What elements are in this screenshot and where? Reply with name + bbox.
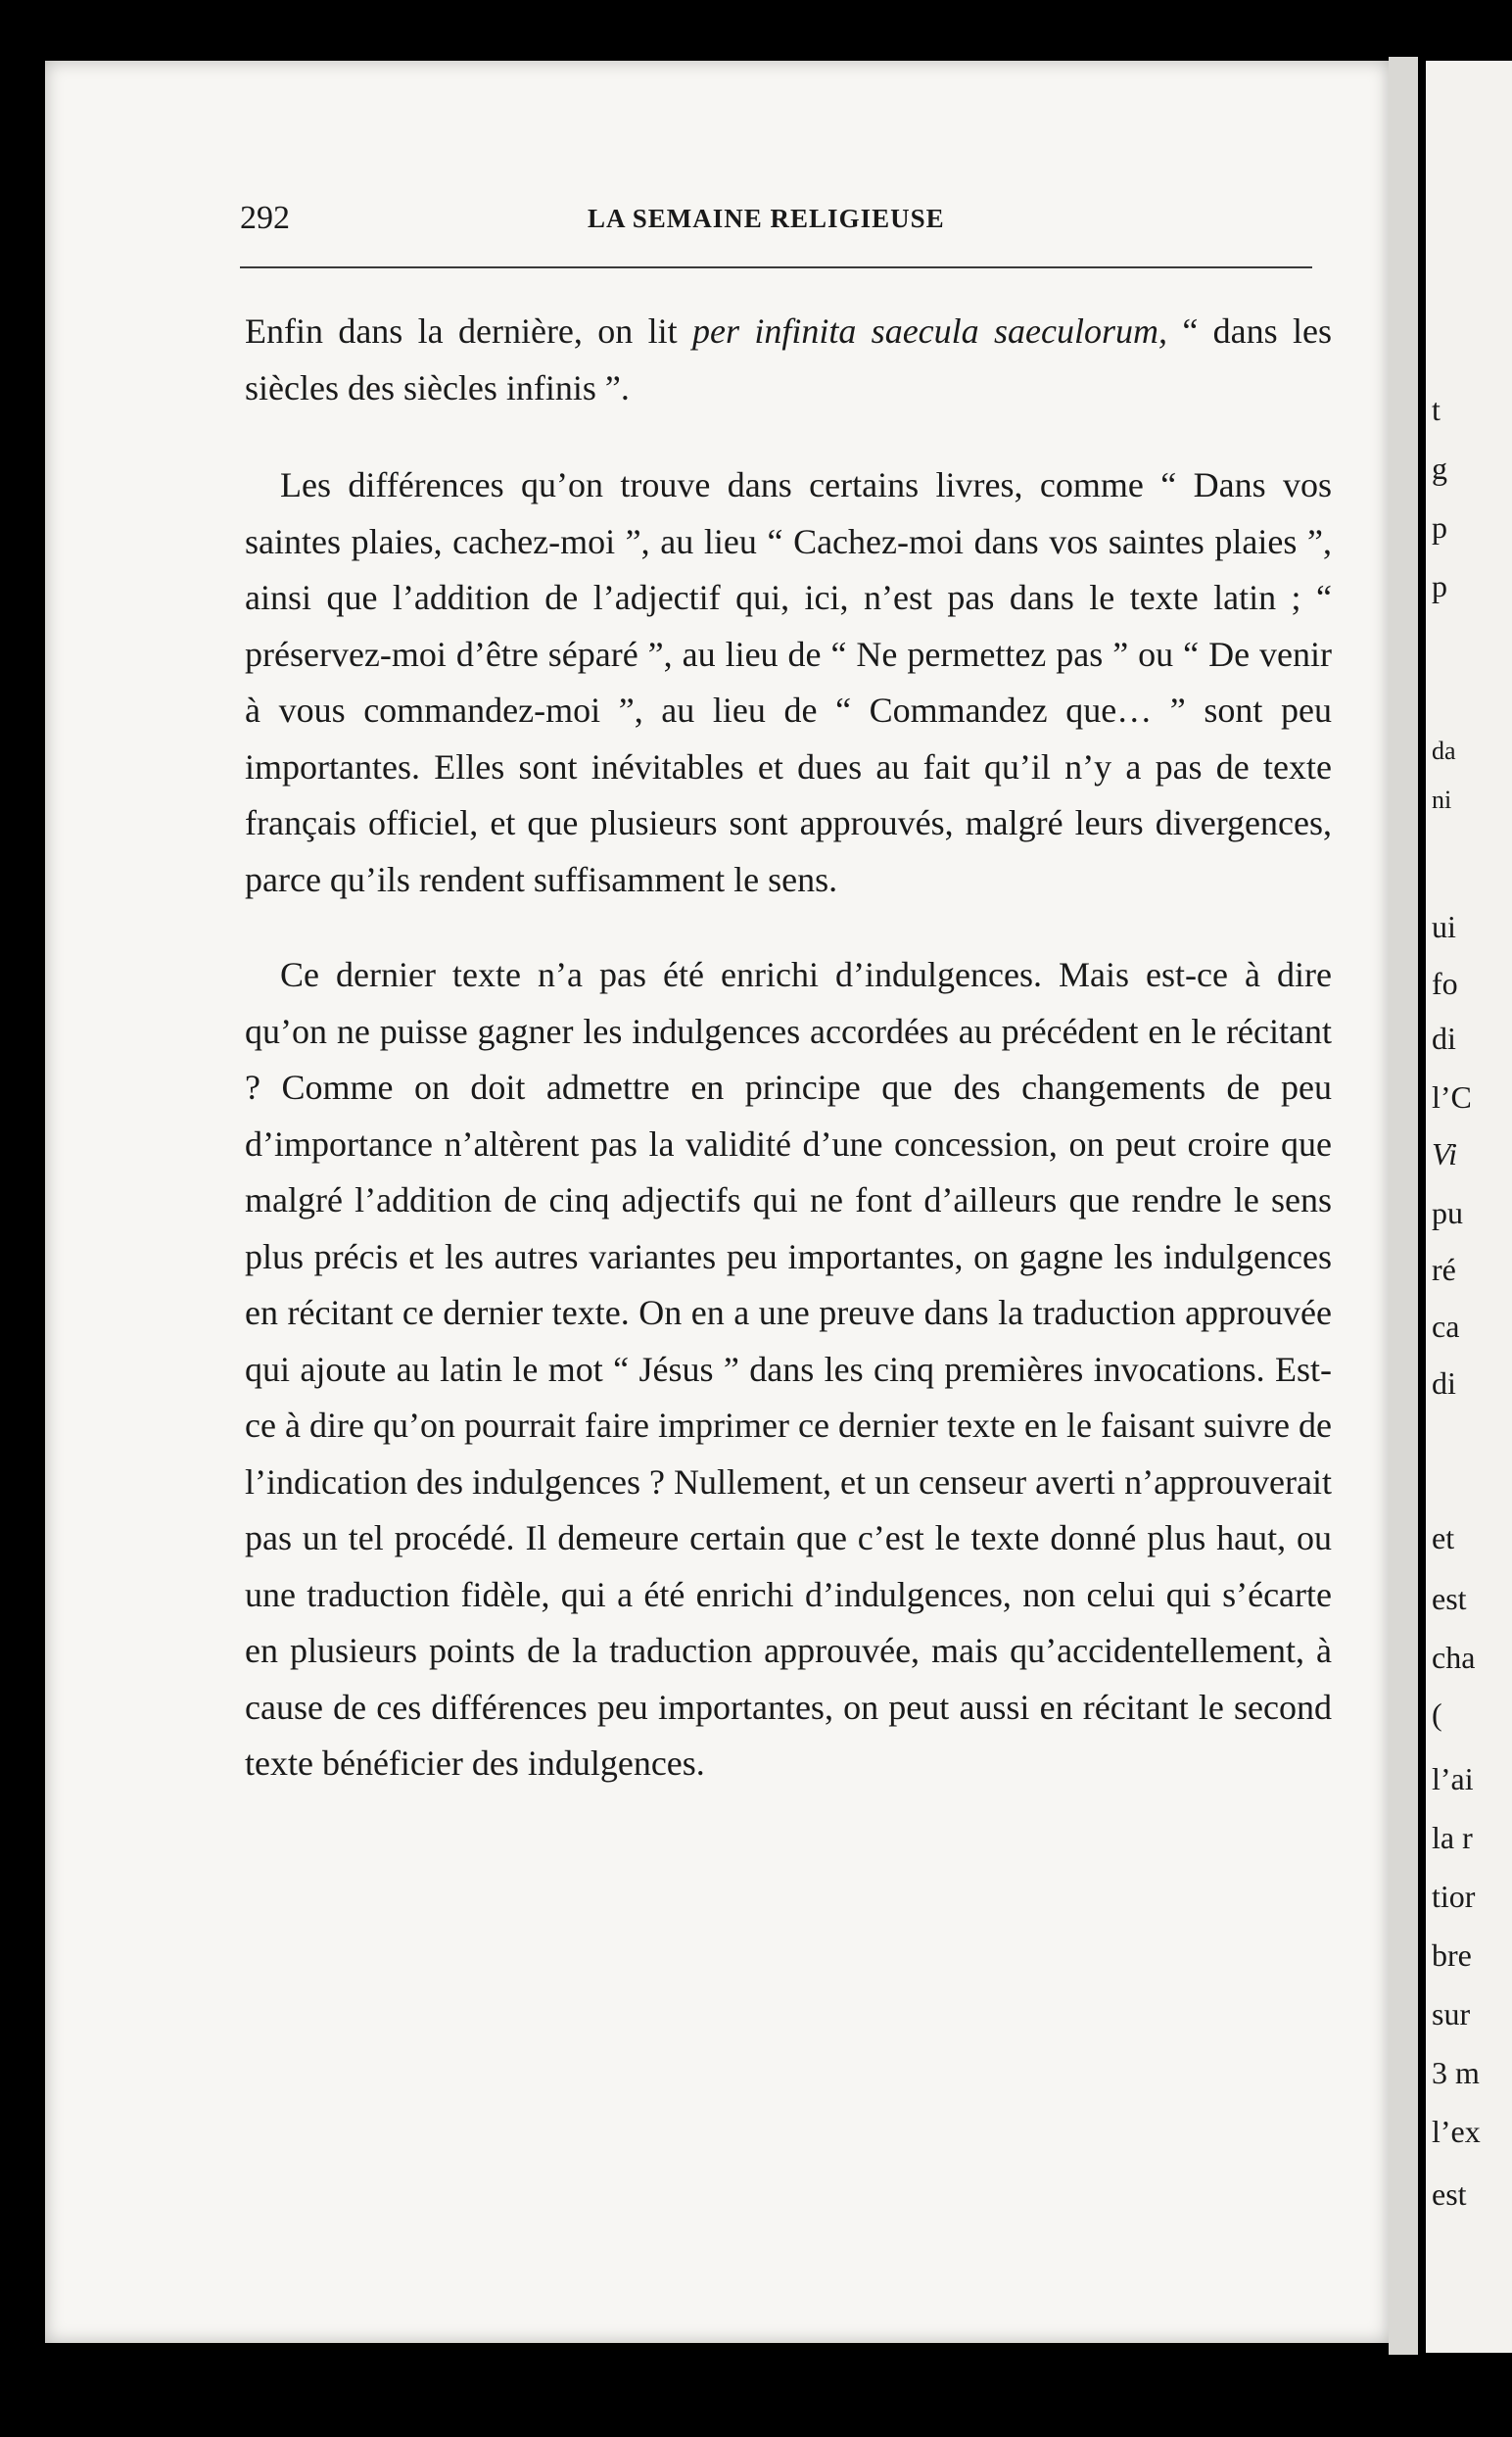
- paragraph-2: Les différences qu’on trouve dans certains livres, comme “ Dans vos saintes plaies, cachez-moi ”, au lieu “ Cachez-moi dans vos saintes plaies ”, ainsi que l’addition de l’adjectif qui, ici, n’est pas dans le texte latin ; “ préservez-moi d’être séparé ”, au lieu de “ Ne permettez pas ” ou “ De venir à vous commandez-moi ”, au lieu de “ Commandez que… ” sont peu importantes. Elles sont inévitables et dues au fait qu’il n’y a pas de texte français officiel, et que plusieurs sont approuvés, malgré leurs divergences, parce qu’ils rendent suffisamment le sens.: [245, 465, 1332, 899]
- paragraph-1-text: Enfin dans la dernière, on lit: [245, 311, 692, 351]
- facing-fragment: est: [1432, 2176, 1467, 2212]
- facing-fragment: et: [1432, 1520, 1455, 1555]
- facing-fragment: l’ai: [1432, 1761, 1474, 1796]
- facing-page-edge: [1426, 61, 1512, 2353]
- header-rule: [240, 266, 1312, 268]
- page-edge: [1389, 57, 1418, 2355]
- facing-fragment: da: [1432, 737, 1456, 765]
- facing-fragment: fo: [1432, 966, 1458, 1001]
- facing-fragment: tior: [1432, 1879, 1476, 1914]
- paragraph-1-translation: “ dans les siècles des siècles infinis ”.: [245, 311, 1332, 407]
- page-number: 292: [240, 200, 290, 236]
- facing-fragment: ni: [1432, 786, 1452, 814]
- facing-fragment: sur: [1432, 1996, 1471, 2031]
- paragraph-1: [245, 304, 1332, 416]
- facing-fragment: ui: [1432, 909, 1456, 944]
- facing-fragment: (: [1432, 1696, 1442, 1732]
- latin-phrase: per infinita saecula saeculorum,: [691, 311, 1167, 351]
- facing-fragment: 3 m: [1432, 2055, 1480, 2090]
- facing-fragment: g: [1432, 451, 1447, 486]
- facing-fragment: l’C: [1432, 1079, 1472, 1115]
- facing-fragment: est: [1432, 1581, 1467, 1616]
- facing-fragment: ca: [1432, 1309, 1460, 1344]
- facing-fragment: la r: [1432, 1820, 1473, 1855]
- facing-fragment: t: [1432, 392, 1441, 427]
- facing-fragment: cha: [1432, 1640, 1476, 1675]
- facing-fragment: l’ex: [1432, 2114, 1481, 2149]
- facing-fragment: p: [1432, 509, 1447, 545]
- facing-fragment: di: [1432, 1021, 1456, 1056]
- facing-fragment: pu: [1432, 1195, 1463, 1230]
- running-head: LA SEMAINE RELIGIEUSE: [588, 204, 945, 233]
- facing-fragment: bre: [1432, 1937, 1472, 1973]
- facing-fragment: ré: [1432, 1252, 1456, 1287]
- body-text: [245, 304, 1332, 1792]
- facing-fragment: Vi: [1432, 1136, 1458, 1171]
- page-header: [240, 200, 1312, 239]
- facing-fragment: di: [1432, 1365, 1456, 1401]
- paragraph-3: Ce dernier texte n’a pas été enrichi d’indulgences. Mais est-ce à dire qu’on ne puisse gagner les indulgences accordées au précédent en le récitant ? Comme on doit admettre en principe que des changements de peu d’importance n’altèrent pas la validité d’une concession, on peut croire que malgré l’addition de cinq adjectifs qui ne font d’ailleurs que rendre le sens plus précis et les autres variantes peu importantes, on gagne les indulgences en récitant ce dernier texte. On en a une preuve dans la traduction approuvée qui ajoute au latin le mot “ Jésus ” dans les cinq premières invocations. Est-ce à dire qu’on pourrait faire imprimer ce dernier texte en le faisant suivre de l’indication des indulgences ? Nullement, et un censeur averti n’approuverait pas un tel procédé. Il demeure certain que c’est le texte donné plus haut, ou une traduction fidèle, qui a été enrichi d’indulgences, non celui qui s’écarte en plusieurs points de la traduction approuvée, mais qu’accidentellement, à cause de ces différences peu importantes, on peut aussi en récitant le second texte bénéficier des indulgences.: [245, 955, 1332, 1783]
- facing-fragment: p: [1432, 568, 1447, 603]
